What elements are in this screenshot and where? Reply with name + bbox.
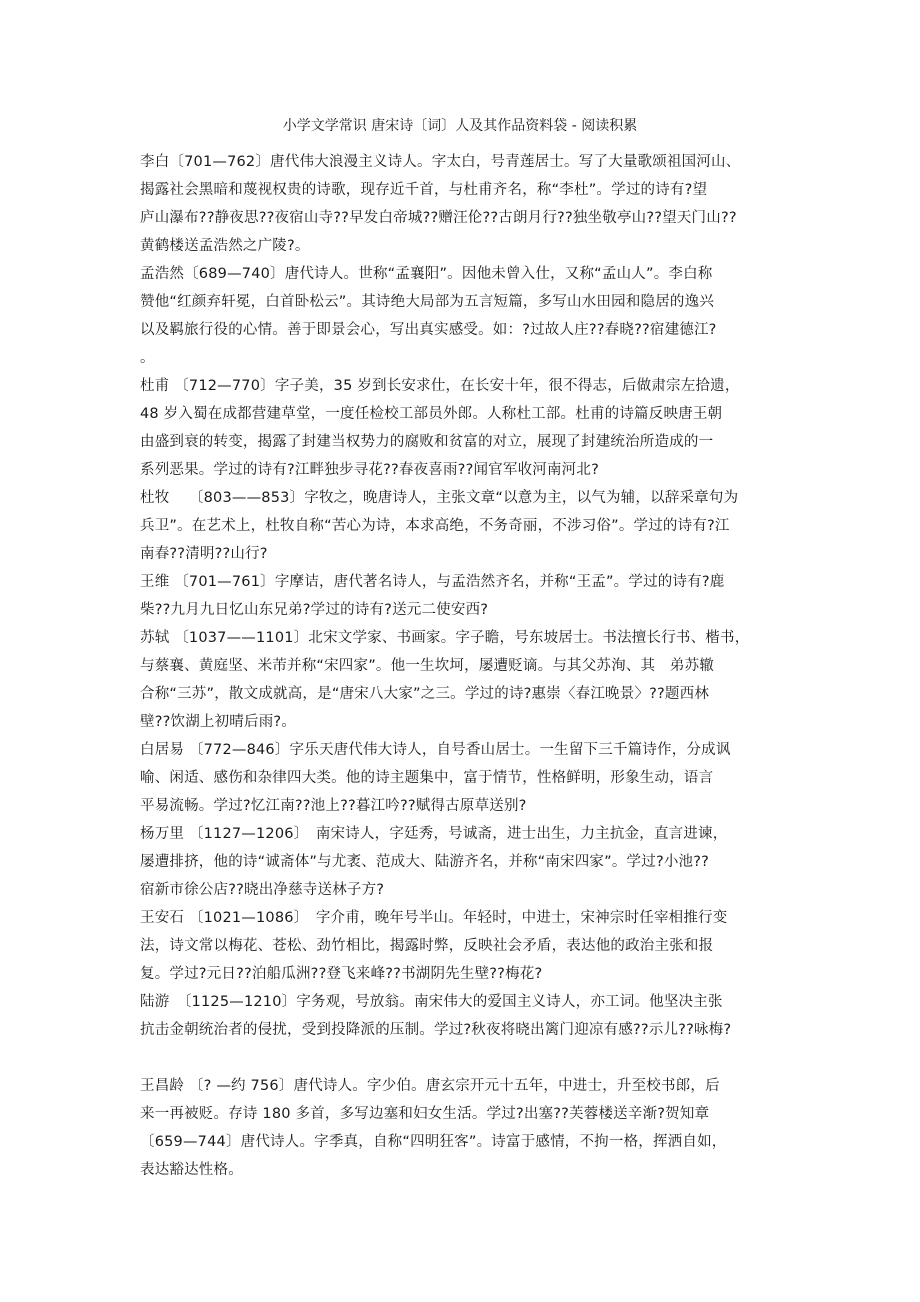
text-line: 来一再被贬。存诗 180 多首，多写边塞和妇女生活。学过?出塞??芙蓉楼送辛渐?贺知章	[140, 1106, 710, 1122]
poet-paragraph	[140, 568, 820, 624]
text-line: 复。学过?元日??泊船瓜洲??登飞来峰??书湖阴先生壁??梅花?	[140, 966, 543, 982]
text-line: 合称“三苏”，散文成就高，是“唐宋八大家”之三。学过的诗?惠崇〈春江晚景〉??题西林	[140, 686, 710, 702]
text-line: 系列恶果。学过的诗有?江畔独步寻花??春夜喜雨??闻官军收河南河北?	[140, 462, 599, 478]
text-line: 以及羁旅行役的心情。善于即景会心，写出真实感受。如：?过故人庄??春晓??宿建德江?	[140, 322, 717, 338]
text-line: 。	[140, 350, 155, 366]
paragraph-spacer	[140, 1044, 820, 1072]
text-line: 48 岁入蜀在成都营建草堂，一度任检校工部员外郎。人称杜工部。杜甫的诗篇反映唐王朝	[140, 406, 723, 422]
poet-paragraph	[140, 904, 820, 988]
text-line: 壁??饮湖上初晴后雨?。	[140, 714, 296, 730]
text-line: 黄鹤楼送孟浩然之广陵?。	[140, 238, 310, 254]
text-line: 屡遭排挤，他的诗“诚斋体”与尤袤、范成大、陆游齐名，并称“南宋四家”。学过?小池??	[140, 854, 710, 870]
poet-paragraph	[140, 988, 820, 1044]
poet-paragraph	[140, 624, 820, 736]
poet-paragraph	[140, 484, 820, 568]
text-line: 白居易 〔772—846〕字乐天唐代伟大诗人，自号香山居士。一生留下三千篇诗作，分成讽	[140, 742, 731, 758]
text-line: 宿新市徐公店??晓出净慈寺送林子方?	[140, 882, 385, 898]
text-line: 喻、闲适、感伤和杂律四大类。他的诗主题集中，富于情节，性格鲜明，形象生动，语言	[140, 770, 714, 786]
text-line: 平易流畅。学过?忆江南??池上??暮江吟??赋得古原草送别?	[140, 798, 527, 814]
text-line: 苏轼 〔1037——1101〕北宋文学家、书画家。字子瞻，号东坡居士。书法擅长行书、楷书，	[140, 630, 750, 646]
poet-paragraph	[140, 148, 820, 260]
text-line: 杜牧 〔803——853〕字牧之，晚唐诗人，主张文章“以意为主，以气为辅，以辞采章句为	[140, 490, 739, 506]
document-body	[140, 148, 820, 1184]
text-line: 南春??清明??山行?	[140, 546, 268, 562]
text-line: 孟浩然〔689—740〕唐代诗人。世称“孟襄阳”。因他未曾入仕，又称“孟山人”。李白称	[140, 266, 713, 282]
text-line: 杨万里 〔1127—1206〕 南宋诗人，字廷秀，号诚斋，进士出生，力主抗金，直言进谏，	[140, 826, 728, 842]
text-line: 兵卫”。在艺术上，杜牧自称“苦心为诗，本求高绝，不务奇丽，不涉习俗”。学过的诗有?江	[140, 518, 730, 534]
text-line: 庐山瀑布??静夜思??夜宿山寺??早发白帝城??赠汪伦??古朗月行??独坐敬亭山??望天门山??	[140, 210, 737, 226]
text-line: 陆游 〔1125—1210〕字务观，号放翁。南宋伟大的爱国主义诗人，亦工词。他坚决主张	[140, 994, 723, 1010]
text-line: 揭露社会黑暗和蔑视权贵的诗歌，现存近千首，与杜甫齐名，称“李杜”。学过的诗有?望	[140, 182, 708, 198]
text-line: 抗击金朝统治者的侵扰，受到投降派的压制。学过?秋夜将晓出篱门迎凉有感??示儿??咏梅?	[140, 1022, 732, 1038]
text-line: 王昌龄 〔? —约 756〕唐代诗人。字少伯。唐玄宗开元十五年，中进士，升至校书郎，后	[140, 1078, 720, 1094]
text-line: 由盛到衰的转变，揭露了封建当权势力的腐败和贫富的对立，展现了封建统治所造成的一	[140, 434, 714, 450]
text-line: 法，诗文常以梅花、苍松、劲竹相比，揭露时弊，反映社会矛盾，表达他的政治主张和报	[140, 938, 714, 954]
text-line: 〔659—744〕唐代诗人。字季真，自称“四明狂客”。诗富于感情，不拘一格，挥洒自如，	[140, 1134, 727, 1150]
text-line: 杜甫 〔712—770〕字子美，35 岁到长安求仕，在长安十年，很不得志，后做肃宗左拾遗，	[140, 378, 740, 394]
document-title: 小学文学常识 唐宋诗〔词〕人及其作品资料袋 - 阅读积累	[282, 118, 638, 134]
text-line: 李白〔701—762〕唐代伟大浪漫主义诗人。字太白，号青莲居士。写了大量歌颂祖国河山、	[140, 154, 741, 170]
text-line: 王安石 〔1021—1086〕 字介甫，晚年号半山。年轻时，中进士，宋神宗时任宰相推行变	[140, 910, 728, 926]
text-line: 与蔡襄、黄庭坚、米芾并称“宋四家”。他一生坎坷，屡遭贬谪。与其父苏洵、其 弟苏辙	[140, 658, 715, 674]
poet-paragraph	[140, 372, 820, 484]
text-line: 柴??九月九日忆山东兄弟?学过的诗有?送元二使安西?	[140, 602, 489, 618]
text-line: 王维 〔701—761〕字摩诘，唐代著名诗人，与孟浩然齐名，并称“王孟”。学过的诗有?鹿	[140, 574, 725, 590]
text-line: 赞他“红颜弃轩冕，白首卧松云”。其诗绝大局部为五言短篇，多写山水田园和隐居的逸兴	[140, 294, 715, 310]
poet-paragraph	[140, 820, 820, 904]
text-line: 表达豁达性格。	[140, 1162, 243, 1178]
poet-paragraph	[140, 736, 820, 820]
poet-paragraph	[140, 260, 820, 372]
poet-paragraph	[140, 1072, 820, 1184]
